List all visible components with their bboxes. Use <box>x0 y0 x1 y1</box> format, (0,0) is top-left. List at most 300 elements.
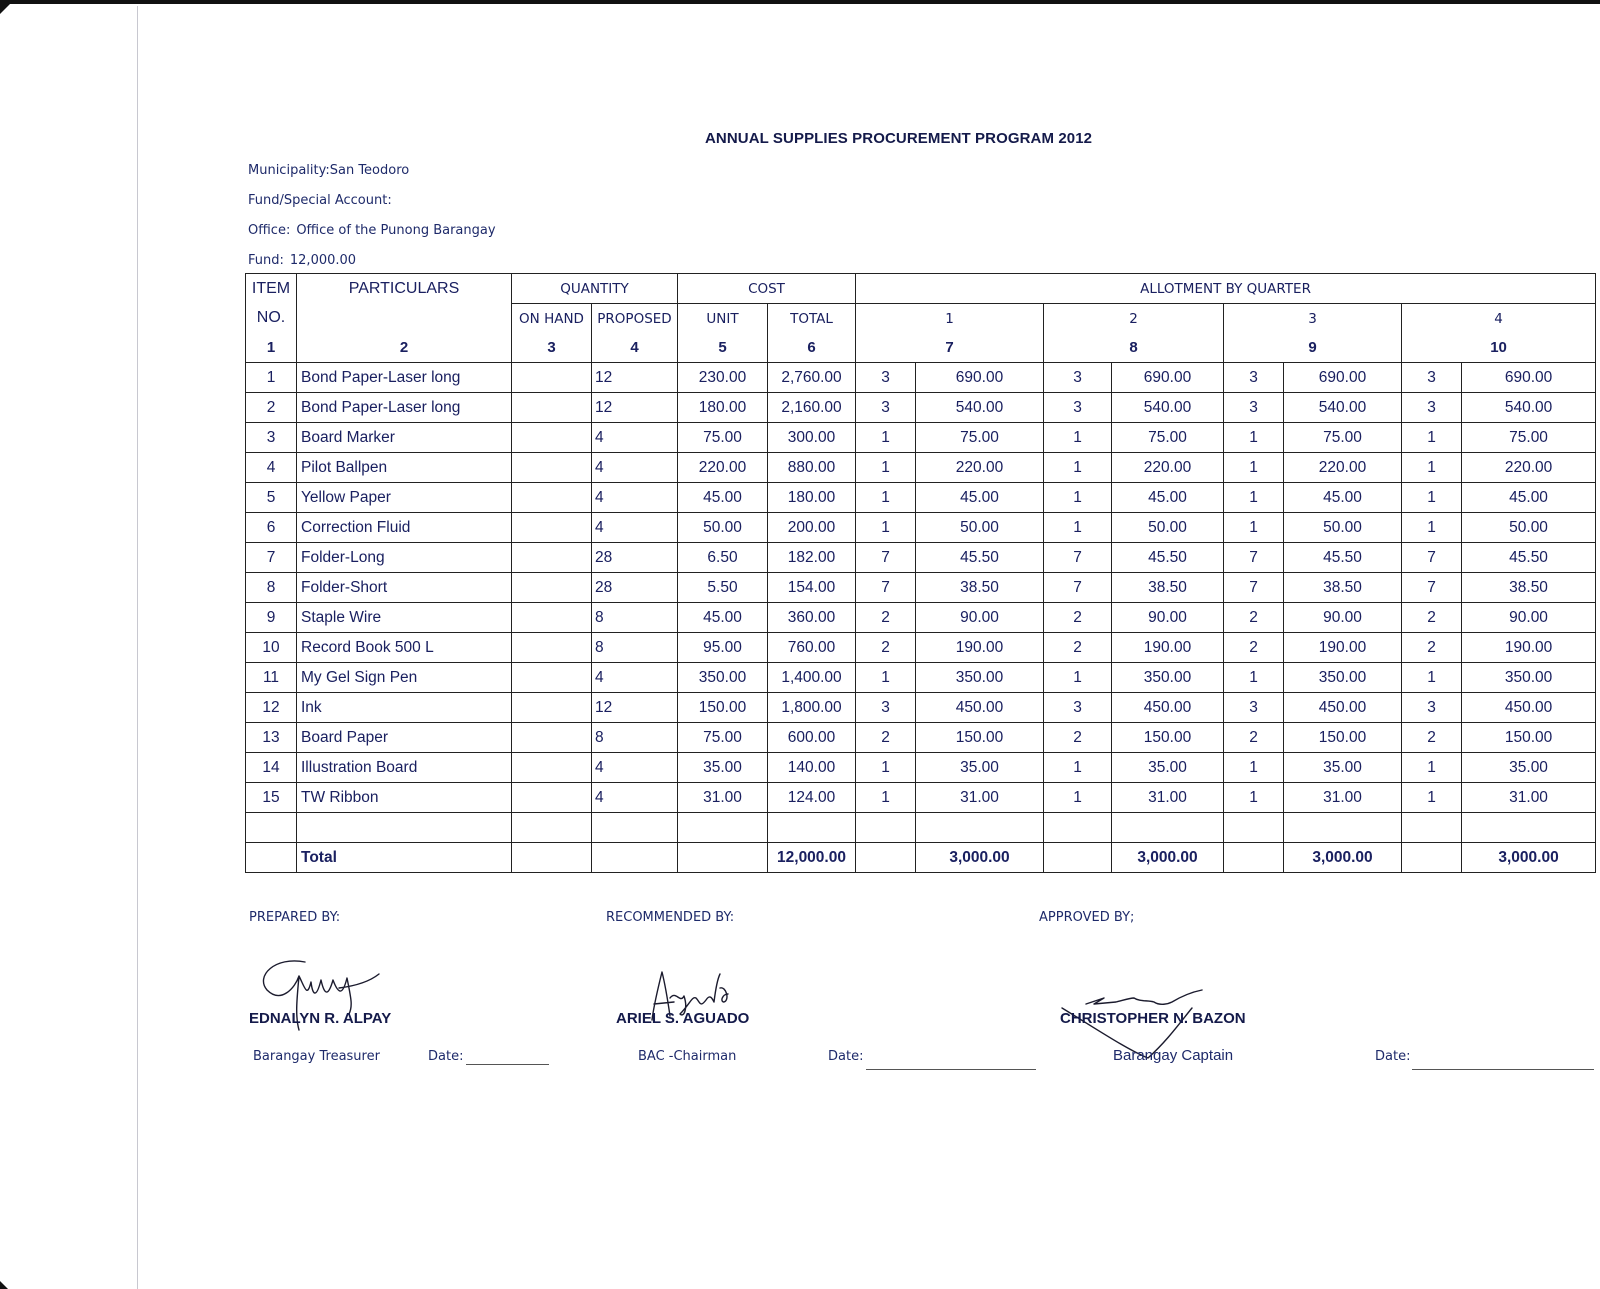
header-quantity: QUANTITY <box>512 274 678 304</box>
approver-date-field[interactable] <box>1412 1069 1594 1070</box>
on-hand <box>512 423 592 453</box>
particulars: Folder-Long <box>297 543 512 573</box>
proposed-qty: 4 <box>592 783 678 813</box>
quarter-3-amount: 220.00 <box>1284 453 1402 483</box>
quarter-1-amount: 45.00 <box>916 483 1044 513</box>
particulars: Ink <box>297 693 512 723</box>
quarter-1-qty: 1 <box>856 753 916 783</box>
total-cost: 124.00 <box>768 783 856 813</box>
blank-cell <box>246 813 297 843</box>
quarter-3-qty: 2 <box>1224 633 1284 663</box>
quarter-2-qty: 1 <box>1044 483 1112 513</box>
scan-corner-bottom-left <box>0 1281 8 1289</box>
quarter-3-qty: 1 <box>1224 783 1284 813</box>
quarter-2-amount: 190.00 <box>1112 633 1224 663</box>
table-row <box>246 663 1596 693</box>
preparer-role: Barangay Treasurer <box>253 1049 380 1064</box>
table-row <box>246 363 1596 393</box>
preparer-date-label: Date: <box>428 1049 464 1064</box>
recommender-role: BAC -Chairman <box>638 1049 737 1064</box>
quarter-4-qty: 7 <box>1402 543 1462 573</box>
proposed-qty: 4 <box>592 663 678 693</box>
blank-cell <box>678 813 768 843</box>
total-cost: 2,760.00 <box>768 363 856 393</box>
item-no: 10 <box>246 633 297 663</box>
quarter-2-amount: 45.50 <box>1112 543 1224 573</box>
quarter-2-qty: 7 <box>1044 543 1112 573</box>
quarter-2-qty: 2 <box>1044 603 1112 633</box>
quarter-2-qty: 1 <box>1044 783 1112 813</box>
particulars: Folder-Short <box>297 573 512 603</box>
quarter-4-qty: 1 <box>1402 513 1462 543</box>
particulars: Board Paper <box>297 723 512 753</box>
table-row <box>246 783 1596 813</box>
quarter-1-amount: 50.00 <box>916 513 1044 543</box>
meta-label: Fund/Special Account: <box>248 193 392 208</box>
item-no: 2 <box>246 393 297 423</box>
quarter-4-qty: 2 <box>1402 633 1462 663</box>
proposed-qty: 8 <box>592 723 678 753</box>
column-number: 5 <box>678 333 768 363</box>
quarter-3-amount: 45.00 <box>1284 483 1402 513</box>
quarter-2-amount: 220.00 <box>1112 453 1224 483</box>
table-header <box>246 274 1596 363</box>
unit-cost: 150.00 <box>678 693 768 723</box>
item-no: 6 <box>246 513 297 543</box>
item-no: 3 <box>246 423 297 453</box>
quarter-4-qty: 2 <box>1402 723 1462 753</box>
unit-cost: 75.00 <box>678 423 768 453</box>
quarter-2-amount: 350.00 <box>1112 663 1224 693</box>
quarter-2-amount: 38.50 <box>1112 573 1224 603</box>
quarter-4-amount: 31.00 <box>1462 783 1596 813</box>
quarter-3-amount: 540.00 <box>1284 393 1402 423</box>
particulars: Bond Paper-Laser long <box>297 363 512 393</box>
header-quarter-1: 1 <box>856 304 1044 334</box>
header-on-hand: ON HAND <box>512 304 592 334</box>
quarter-2-amount: 690.00 <box>1112 363 1224 393</box>
quarter-4-qty: 1 <box>1402 483 1462 513</box>
item-no: 13 <box>246 723 297 753</box>
on-hand <box>512 753 592 783</box>
quarter-1-amount: 35.00 <box>916 753 1044 783</box>
quarter-3-qty: 1 <box>1224 663 1284 693</box>
unit-cost: 35.00 <box>678 753 768 783</box>
table-row <box>246 753 1596 783</box>
meta-office <box>248 223 496 238</box>
total-cost: 760.00 <box>768 633 856 663</box>
column-number: 10 <box>1402 333 1596 363</box>
quarter-2-amount: 90.00 <box>1112 603 1224 633</box>
quarter-1-qty: 2 <box>856 723 916 753</box>
total-cost: 1,800.00 <box>768 693 856 723</box>
on-hand <box>512 603 592 633</box>
quarter-1-qty: 7 <box>856 543 916 573</box>
quarter-2-amount: 75.00 <box>1112 423 1224 453</box>
table-row <box>246 393 1596 423</box>
unit-cost: 45.00 <box>678 603 768 633</box>
blank-cell <box>297 813 512 843</box>
proposed-qty: 4 <box>592 423 678 453</box>
on-hand <box>512 633 592 663</box>
quarter-3-qty: 1 <box>1224 753 1284 783</box>
total-blank <box>1224 843 1284 873</box>
quarter-3-amount: 35.00 <box>1284 753 1402 783</box>
item-no: 5 <box>246 483 297 513</box>
on-hand <box>512 483 592 513</box>
item-no: 4 <box>246 453 297 483</box>
quarter-4-amount: 38.50 <box>1462 573 1596 603</box>
quarter-3-amount: 450.00 <box>1284 693 1402 723</box>
unit-cost: 6.50 <box>678 543 768 573</box>
quarter-3-qty: 1 <box>1224 453 1284 483</box>
quarter-4-qty: 3 <box>1402 393 1462 423</box>
quarter-4-qty: 1 <box>1402 423 1462 453</box>
column-number: 7 <box>856 333 1044 363</box>
quarter-1-amount: 90.00 <box>916 603 1044 633</box>
proposed-qty: 4 <box>592 513 678 543</box>
header-cost: COST <box>678 274 856 304</box>
header-no: NO. <box>246 304 297 334</box>
quarter-3-qty: 1 <box>1224 513 1284 543</box>
particulars: Bond Paper-Laser long <box>297 393 512 423</box>
quarter-2-qty: 1 <box>1044 423 1112 453</box>
quarter-4-amount: 50.00 <box>1462 513 1596 543</box>
on-hand <box>512 573 592 603</box>
recommended-by-heading: RECOMMENDED BY: <box>606 910 735 925</box>
quarter-1-amount: 690.00 <box>916 363 1044 393</box>
blank-row <box>246 813 1596 843</box>
column-number: 8 <box>1044 333 1224 363</box>
quarter-3-amount: 190.00 <box>1284 633 1402 663</box>
meta-municipality <box>248 163 409 178</box>
quarter-1-amount: 31.00 <box>916 783 1044 813</box>
total-blank <box>856 843 916 873</box>
quarter-2-qty: 1 <box>1044 513 1112 543</box>
total-cost: 180.00 <box>768 483 856 513</box>
table-row <box>246 693 1596 723</box>
total-cost: 200.00 <box>768 513 856 543</box>
quarter-3-total: 3,000.00 <box>1284 843 1402 873</box>
quarter-2-qty: 3 <box>1044 393 1112 423</box>
quarter-2-qty: 3 <box>1044 363 1112 393</box>
header-row-1 <box>246 274 1596 304</box>
quarter-2-amount: 540.00 <box>1112 393 1224 423</box>
header-quarter-2: 2 <box>1044 304 1224 334</box>
procurement-table <box>245 273 1596 873</box>
item-no: 14 <box>246 753 297 783</box>
meta-value: Office of the Punong Barangay <box>296 223 496 238</box>
quarter-4-amount: 75.00 <box>1462 423 1596 453</box>
quarter-3-qty: 1 <box>1224 423 1284 453</box>
quarter-1-amount: 38.50 <box>916 573 1044 603</box>
header-unit: UNIT <box>678 304 768 334</box>
particulars: Yellow Paper <box>297 483 512 513</box>
quarter-2-qty: 1 <box>1044 453 1112 483</box>
quarter-3-amount: 150.00 <box>1284 723 1402 753</box>
blank-cell <box>592 813 678 843</box>
table-row <box>246 603 1596 633</box>
quarter-4-qty: 1 <box>1402 663 1462 693</box>
quarter-3-qty: 3 <box>1224 393 1284 423</box>
particulars: Staple Wire <box>297 603 512 633</box>
quarter-1-amount: 190.00 <box>916 633 1044 663</box>
approver-date-label: Date: <box>1375 1049 1411 1064</box>
quarter-4-qty: 1 <box>1402 783 1462 813</box>
quarter-4-amount: 90.00 <box>1462 603 1596 633</box>
quarter-3-qty: 2 <box>1224 603 1284 633</box>
quarter-2-amount: 450.00 <box>1112 693 1224 723</box>
item-no: 8 <box>246 573 297 603</box>
meta-value: San Teodoro <box>329 163 410 178</box>
table-row <box>246 513 1596 543</box>
unit-cost: 220.00 <box>678 453 768 483</box>
total-cost: 360.00 <box>768 603 856 633</box>
document-title: ANNUAL SUPPLIES PROCUREMENT PROGRAM 2012 <box>705 130 1093 147</box>
header-total: TOTAL <box>768 304 856 334</box>
table-row <box>246 633 1596 663</box>
blank-cell <box>1402 813 1462 843</box>
meta-label: Municipality: <box>248 163 330 178</box>
prepared-by-heading: PREPARED BY: <box>249 910 341 925</box>
quarter-1-amount: 220.00 <box>916 453 1044 483</box>
table-row <box>246 573 1596 603</box>
recommender-date-field[interactable] <box>866 1069 1036 1070</box>
header-quarter-4: 4 <box>1402 304 1596 334</box>
header-proposed: PROPOSED <box>592 304 678 334</box>
quarter-1-qty: 1 <box>856 513 916 543</box>
blank-cell <box>1284 813 1402 843</box>
on-hand <box>512 513 592 543</box>
quarter-1-amount: 450.00 <box>916 693 1044 723</box>
approver-name: CHRISTOPHER N. BAZON <box>1060 1010 1246 1027</box>
table-row <box>246 723 1596 753</box>
quarter-4-amount: 690.00 <box>1462 363 1596 393</box>
unit-cost: 31.00 <box>678 783 768 813</box>
proposed-qty: 12 <box>592 363 678 393</box>
particulars: Correction Fluid <box>297 513 512 543</box>
header-item: ITEM <box>246 274 297 304</box>
quarter-4-qty: 1 <box>1402 753 1462 783</box>
quarter-1-qty: 2 <box>856 603 916 633</box>
scan-fold-line <box>137 6 138 1289</box>
total-cost: 1,400.00 <box>768 663 856 693</box>
unit-cost: 180.00 <box>678 393 768 423</box>
quarter-3-amount: 350.00 <box>1284 663 1402 693</box>
proposed-qty: 28 <box>592 573 678 603</box>
blank-cell <box>1224 813 1284 843</box>
total-cost: 2,160.00 <box>768 393 856 423</box>
quarter-3-amount: 690.00 <box>1284 363 1402 393</box>
unit-cost: 75.00 <box>678 723 768 753</box>
total-cost: 880.00 <box>768 453 856 483</box>
total-blank <box>246 843 297 873</box>
column-number: 6 <box>768 333 856 363</box>
on-hand <box>512 453 592 483</box>
quarter-3-amount: 31.00 <box>1284 783 1402 813</box>
total-cost: 600.00 <box>768 723 856 753</box>
quarter-3-amount: 45.50 <box>1284 543 1402 573</box>
unit-cost: 230.00 <box>678 363 768 393</box>
total-cost: 154.00 <box>768 573 856 603</box>
proposed-qty: 4 <box>592 483 678 513</box>
table-row <box>246 453 1596 483</box>
item-no: 15 <box>246 783 297 813</box>
quarter-1-qty: 3 <box>856 693 916 723</box>
quarter-4-qty: 3 <box>1402 363 1462 393</box>
unit-cost: 5.50 <box>678 573 768 603</box>
quarter-4-amount: 350.00 <box>1462 663 1596 693</box>
table-row <box>246 423 1596 453</box>
meta-fund-special-account <box>248 193 398 208</box>
unit-cost: 45.00 <box>678 483 768 513</box>
quarter-1-qty: 1 <box>856 483 916 513</box>
column-number: 9 <box>1224 333 1402 363</box>
unit-cost: 95.00 <box>678 633 768 663</box>
quarter-3-qty: 3 <box>1224 363 1284 393</box>
quarter-1-qty: 2 <box>856 633 916 663</box>
quarter-1-amount: 75.00 <box>916 423 1044 453</box>
total-blank <box>512 843 592 873</box>
quarter-2-amount: 31.00 <box>1112 783 1224 813</box>
item-no: 11 <box>246 663 297 693</box>
quarter-2-qty: 7 <box>1044 573 1112 603</box>
recommender-date-label: Date: <box>828 1049 864 1064</box>
blank-cell <box>856 813 916 843</box>
blank-cell <box>1462 813 1596 843</box>
quarter-2-qty: 1 <box>1044 753 1112 783</box>
total-blank <box>1044 843 1112 873</box>
quarter-2-amount: 50.00 <box>1112 513 1224 543</box>
meta-label: Office: <box>248 223 291 238</box>
on-hand <box>512 723 592 753</box>
proposed-qty: 28 <box>592 543 678 573</box>
on-hand <box>512 543 592 573</box>
quarter-4-amount: 190.00 <box>1462 633 1596 663</box>
quarter-1-qty: 3 <box>856 393 916 423</box>
quarter-1-amount: 350.00 <box>916 663 1044 693</box>
column-number: 1 <box>246 333 297 363</box>
proposed-qty: 4 <box>592 453 678 483</box>
on-hand <box>512 783 592 813</box>
quarter-4-qty: 2 <box>1402 603 1462 633</box>
particulars: My Gel Sign Pen <box>297 663 512 693</box>
item-no: 7 <box>246 543 297 573</box>
total-blank <box>1402 843 1462 873</box>
scan-corner-top-left <box>0 0 14 14</box>
meta-value: 12,000.00 <box>289 253 357 268</box>
quarter-3-amount: 50.00 <box>1284 513 1402 543</box>
on-hand <box>512 363 592 393</box>
table-row <box>246 483 1596 513</box>
total-blank <box>678 843 768 873</box>
quarter-1-qty: 7 <box>856 573 916 603</box>
proposed-qty: 4 <box>592 753 678 783</box>
meta-label: Fund: <box>248 253 284 268</box>
unit-cost: 50.00 <box>678 513 768 543</box>
header-row-2 <box>246 304 1596 334</box>
quarter-2-amount: 45.00 <box>1112 483 1224 513</box>
proposed-qty: 12 <box>592 693 678 723</box>
quarter-4-qty: 3 <box>1402 693 1462 723</box>
on-hand <box>512 663 592 693</box>
recommender-name: ARIEL S. AGUADO <box>616 1010 750 1027</box>
total-label: Total <box>297 843 512 873</box>
quarter-2-total: 3,000.00 <box>1112 843 1224 873</box>
table-row <box>246 543 1596 573</box>
proposed-qty: 8 <box>592 603 678 633</box>
quarter-3-qty: 1 <box>1224 483 1284 513</box>
header-particulars: PARTICULARS <box>297 274 512 304</box>
header-allotment-by-quarter: ALLOTMENT BY QUARTER <box>856 274 1596 304</box>
blank-cell <box>1112 813 1224 843</box>
table-footer <box>246 813 1596 873</box>
quarter-2-qty: 1 <box>1044 663 1112 693</box>
quarter-4-total: 3,000.00 <box>1462 843 1596 873</box>
item-no: 9 <box>246 603 297 633</box>
on-hand <box>512 693 592 723</box>
quarter-1-qty: 1 <box>856 453 916 483</box>
quarter-1-amount: 150.00 <box>916 723 1044 753</box>
column-number: 4 <box>592 333 678 363</box>
quarter-1-qty: 1 <box>856 783 916 813</box>
approved-by-heading: APPROVED BY; <box>1039 910 1135 925</box>
quarter-4-amount: 45.00 <box>1462 483 1596 513</box>
blank-cell <box>512 813 592 843</box>
total-blank <box>592 843 678 873</box>
quarter-2-qty: 3 <box>1044 693 1112 723</box>
quarter-2-amount: 35.00 <box>1112 753 1224 783</box>
particulars: TW Ribbon <box>297 783 512 813</box>
header-column-numbers <box>246 333 1596 363</box>
quarter-3-amount: 90.00 <box>1284 603 1402 633</box>
total-cost: 182.00 <box>768 543 856 573</box>
header-particulars-blank <box>297 304 512 334</box>
quarter-3-amount: 38.50 <box>1284 573 1402 603</box>
scan-border-top <box>0 0 1600 4</box>
quarter-2-qty: 2 <box>1044 633 1112 663</box>
quarter-4-amount: 150.00 <box>1462 723 1596 753</box>
particulars: Illustration Board <box>297 753 512 783</box>
quarter-1-amount: 45.50 <box>916 543 1044 573</box>
total-cost: 140.00 <box>768 753 856 783</box>
blank-cell <box>1044 813 1112 843</box>
item-no: 12 <box>246 693 297 723</box>
quarter-4-amount: 45.50 <box>1462 543 1596 573</box>
column-number: 3 <box>512 333 592 363</box>
quarter-3-qty: 7 <box>1224 573 1284 603</box>
quarter-2-qty: 2 <box>1044 723 1112 753</box>
preparer-name: EDNALYN R. ALPAY <box>249 1010 392 1027</box>
unit-cost: 350.00 <box>678 663 768 693</box>
quarter-4-amount: 220.00 <box>1462 453 1596 483</box>
total-cost: 300.00 <box>768 423 856 453</box>
quarter-2-amount: 150.00 <box>1112 723 1224 753</box>
header-quarter-3: 3 <box>1224 304 1402 334</box>
table-body <box>246 363 1596 813</box>
particulars: Record Book 500 L <box>297 633 512 663</box>
blank-cell <box>768 813 856 843</box>
quarter-4-amount: 35.00 <box>1462 753 1596 783</box>
grand-total: 12,000.00 <box>768 843 856 873</box>
quarter-3-amount: 75.00 <box>1284 423 1402 453</box>
column-number: 2 <box>297 333 512 363</box>
quarter-4-qty: 1 <box>1402 453 1462 483</box>
preparer-date-field[interactable] <box>466 1064 549 1065</box>
blank-cell <box>916 813 1044 843</box>
quarter-1-amount: 540.00 <box>916 393 1044 423</box>
quarter-3-qty: 3 <box>1224 693 1284 723</box>
